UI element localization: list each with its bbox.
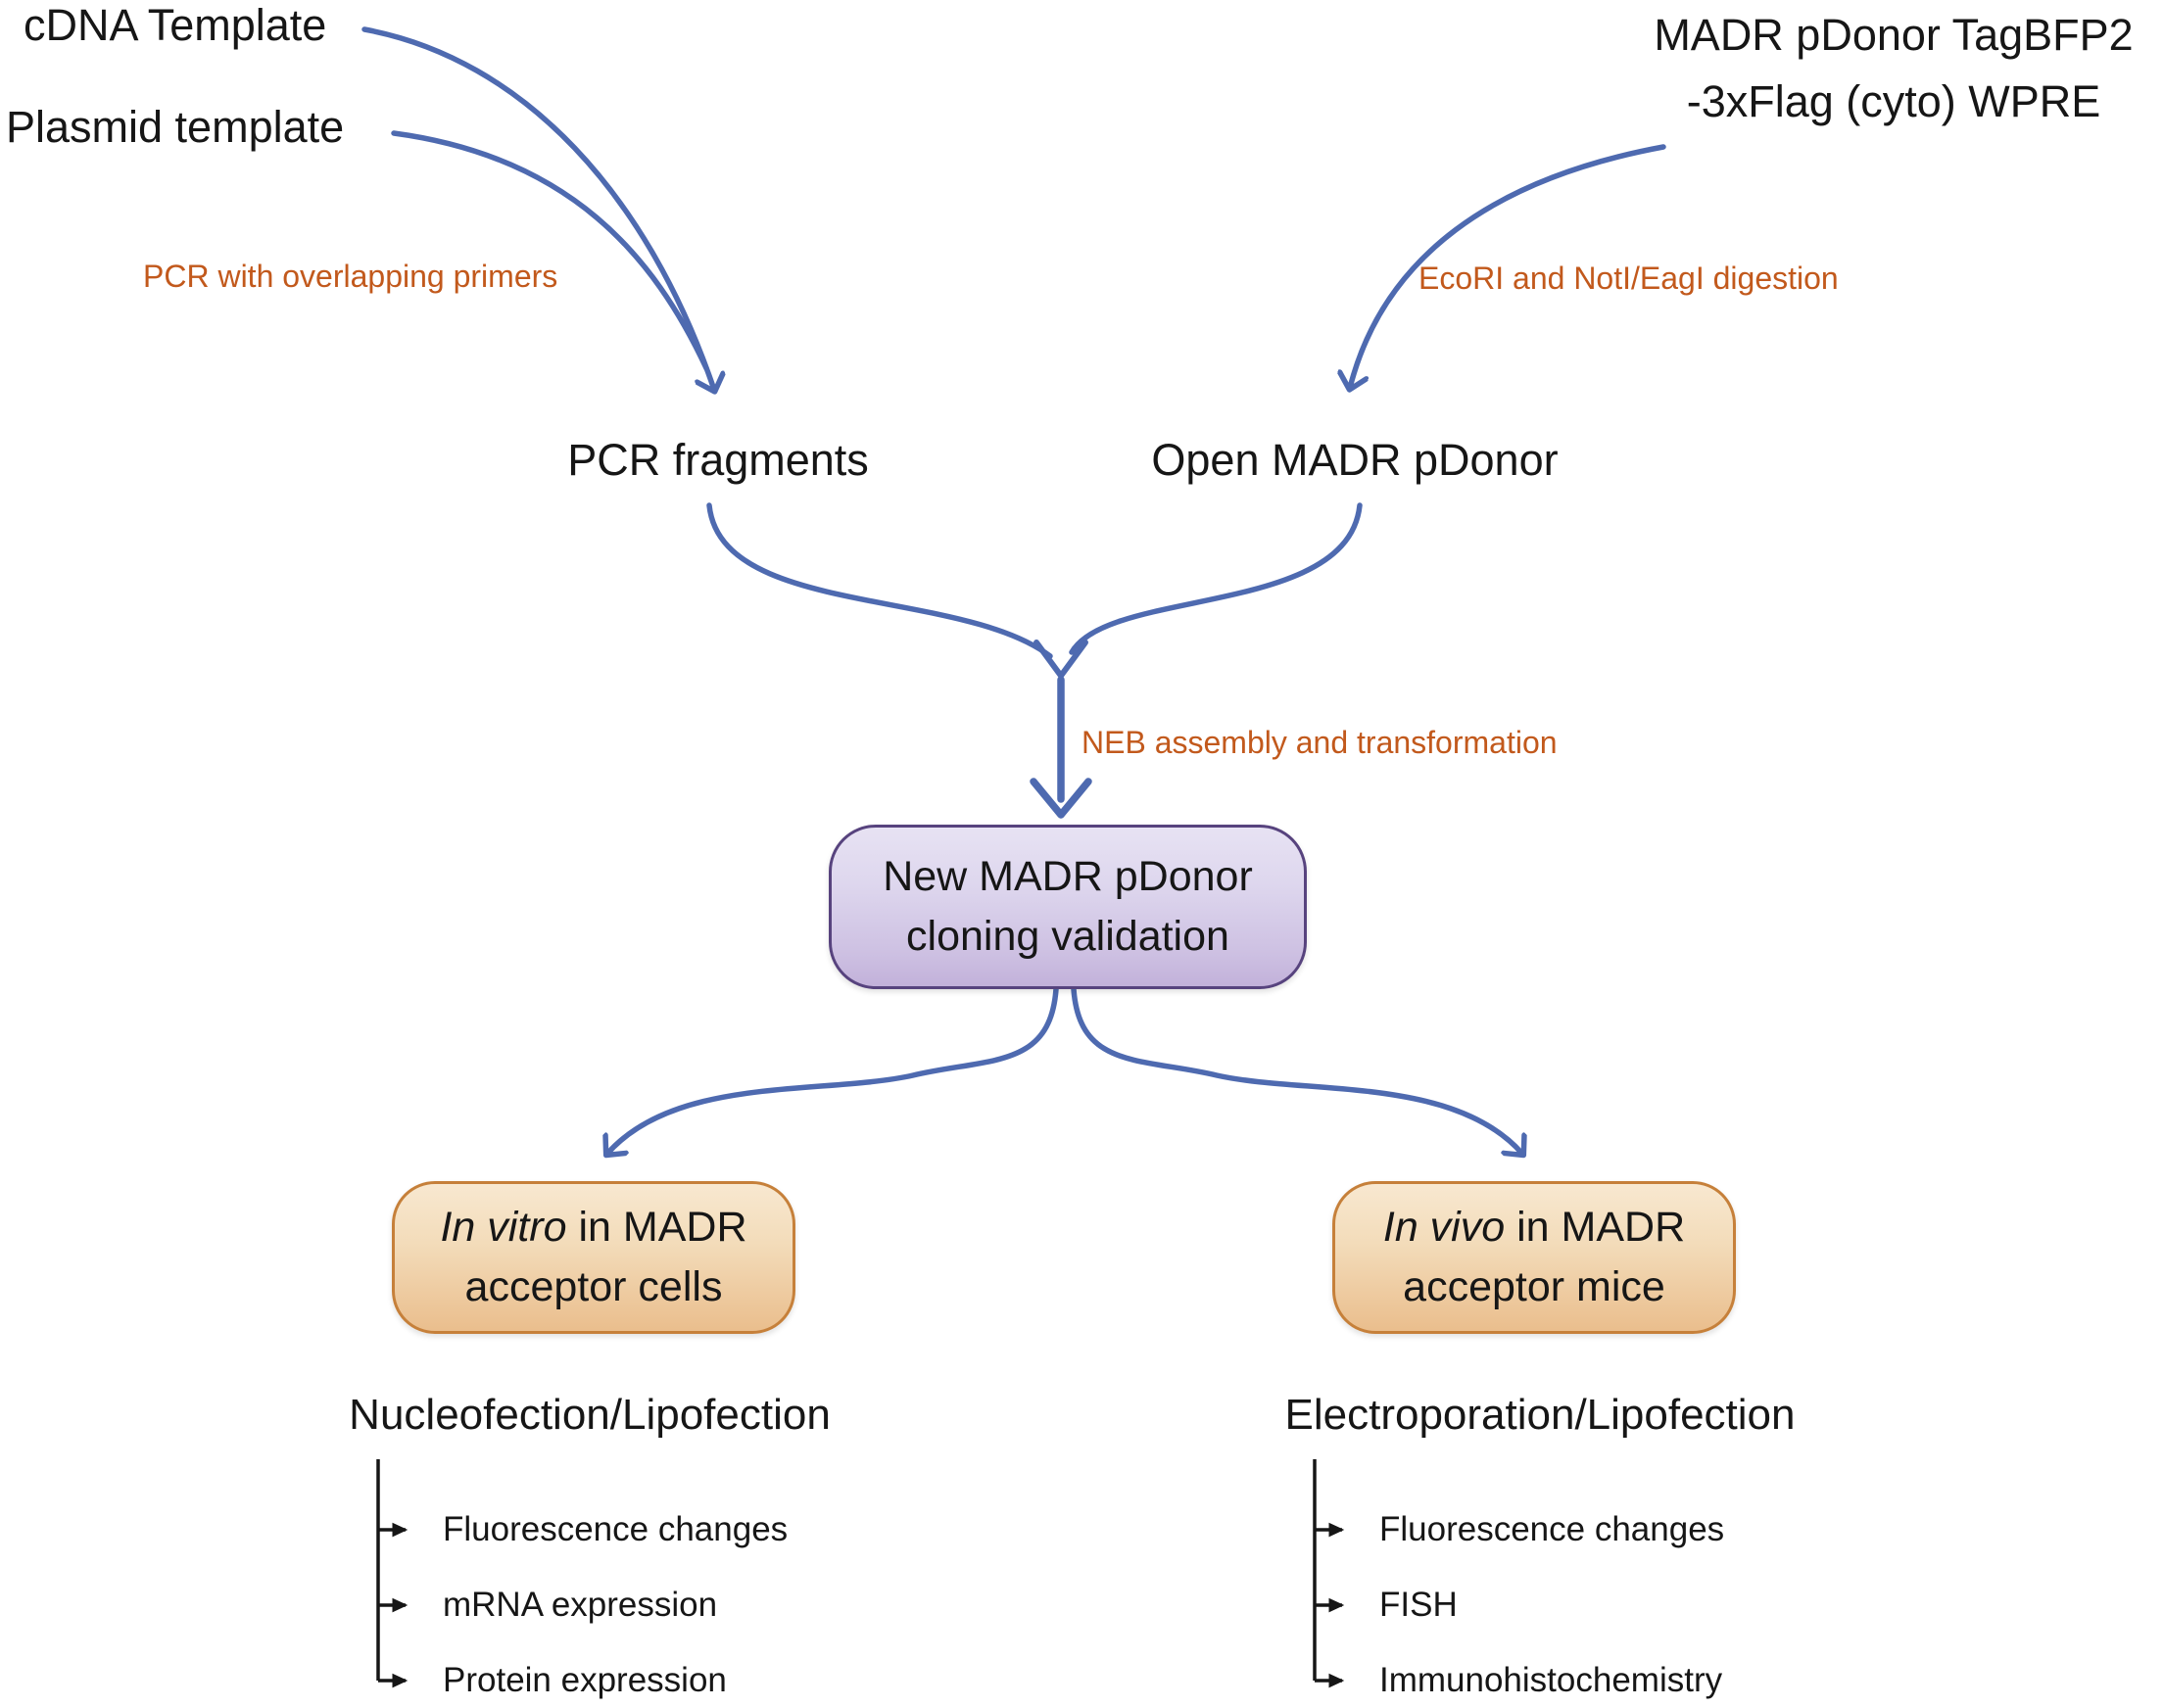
in-vitro-rest: in MADR [566, 1203, 747, 1251]
in-vitro-readout-fluorescence: Fluorescence changes [443, 1510, 789, 1548]
in-vivo-readout-fish: FISH [1379, 1586, 1458, 1624]
validation-box-line1: New MADR pDonor [883, 852, 1253, 900]
in-vitro-readout-protein: Protein expression [443, 1661, 727, 1699]
cdna-template-label: cDNA Template [24, 0, 327, 50]
ecori-noti-digestion-label: EcoRI and NotI/EagI digestion [1418, 261, 1839, 296]
branch-right-curve [1074, 989, 1522, 1154]
vector-label-line1: MADR pDonor TagBFP2 [1654, 10, 2134, 60]
arrow-cdna-to-pcr-fragments [364, 29, 714, 390]
arrow-plasmid-to-pcr-fragments [394, 133, 706, 368]
electroporation-lipofection-header: Electroporation/Lipofection [1284, 1391, 1796, 1439]
in-vivo-rest: in MADR [1505, 1203, 1686, 1251]
plasmid-template-label: Plasmid template [6, 102, 345, 152]
in-vivo-italic: In vivo [1382, 1203, 1506, 1251]
vector-label-line2: -3xFlag (cyto) WPRE [1686, 75, 2101, 126]
in-vivo-readout-ihc: Immunohistochemistry [1379, 1661, 1723, 1699]
in-vitro-box-line1 [440, 1198, 746, 1257]
validation-box [829, 825, 1307, 989]
nucleofection-lipofection-header: Nucleofection/Lipofection [349, 1391, 831, 1439]
merge-right-curve [1072, 505, 1360, 652]
merge-left-curve [709, 505, 1050, 656]
in-vivo-readout-fluorescence: Fluorescence changes [1379, 1510, 1725, 1548]
pcr-overlapping-primers-label: PCR with overlapping primers [143, 259, 558, 294]
in-vitro-readout-mrna: mRNA expression [443, 1586, 718, 1624]
madr-pdonor-vector-label [1626, 2, 2161, 134]
in-vitro-italic: In vitro [440, 1203, 567, 1251]
in-vitro-box-line2: acceptor cells [464, 1263, 723, 1310]
validation-box-line2: cloning validation [906, 913, 1229, 960]
neb-assembly-label: NEB assembly and transformation [1082, 725, 1558, 760]
in-vivo-box [1332, 1181, 1736, 1334]
branch-left-curve [607, 989, 1056, 1154]
in-vitro-box [392, 1181, 795, 1334]
in-vivo-box-line1 [1383, 1198, 1685, 1257]
in-vivo-box-line2: acceptor mice [1403, 1263, 1665, 1310]
open-madr-pdonor-node: Open MADR pDonor [1151, 435, 1559, 485]
pcr-fragments-node: PCR fragments [567, 435, 869, 485]
